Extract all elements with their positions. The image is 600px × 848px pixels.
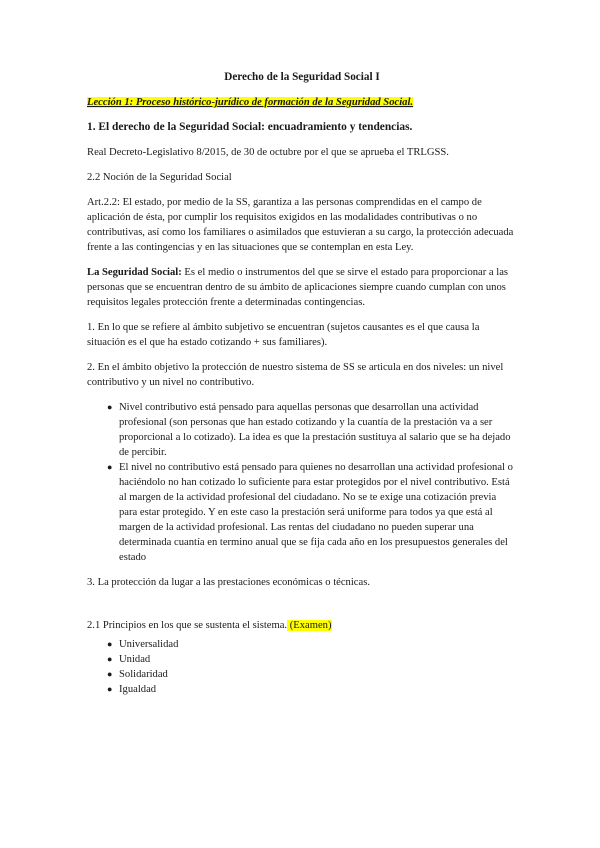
article-paragraph: Art.2.2: El estado, por medio de la SS, garantiza a las personas comprendidas en el campo de aplicación de ésta, por cumplir los requisitos exigidos en las modalidades contributivas o no contributivas, así como los familiares o asimilados que estuvieran a su cargo, la protección adecuada frente a las contingencias y en las situaciones que se contemplan en esta Ley. <box>87 197 514 253</box>
point-subjective: 1. En lo que se refiere al ámbito subjetivo se encuentran (sujetos causantes es el que causa la situación es el que ha estado cotizando + sus familiares). <box>87 322 480 348</box>
document-body <box>87 70 517 707</box>
bullet-icon: ● <box>107 654 113 664</box>
bullet-icon: ● <box>107 462 113 472</box>
decree-reference: Real Decreto-Legislativo 8/2015, de 30 de octubre por el que se aprueba el TRLGSS. <box>87 147 449 158</box>
definition-term: La Seguridad Social: <box>87 267 182 278</box>
point-objective: 2. En el ámbito objetivo la protección de nuestro sistema de SS se articula en dos niveles: un nivel contributivo y un nivel no contributivo. <box>87 362 504 388</box>
notion-heading: 2.2 Noción de la Seguridad Social <box>87 172 232 183</box>
principles-list <box>87 637 517 697</box>
principles-heading: 2.1 Principios en los que se sustenta el sistema. (Examen) <box>87 620 332 631</box>
section-heading: 1. El derecho de la Seguridad Social: encuadramiento y tendencias. <box>87 121 413 133</box>
document-title: Derecho de la Seguridad Social I <box>224 71 380 83</box>
list-item: ● El nivel no contributivo está pensado para quienes no desarrollan una actividad profesional o haciéndolo no han cotizado lo suficiente para estar protegidos por el nivel contributivo. Está al margen de la actividad profesional del ciudadano. No se te exige una cotización previa para estar protegido. Y en este caso la prestación será uniforme para todos ya que está al margen de la actividad profesional. Las rentas del ciudadano no pueden superar una determinada cuantía en termino anual que se fija cada año en los presupuestos generales del estado <box>107 462 513 563</box>
exam-tag: (Examen) <box>287 620 332 631</box>
lesson-heading <box>87 95 517 110</box>
list-item: ● Igualdad <box>107 684 157 695</box>
point-protection: 3. La protección da lugar a las prestaciones económicas o técnicas. <box>87 577 370 588</box>
bullet-icon: ● <box>107 669 113 679</box>
list-item: ● Solidaridad <box>107 669 168 680</box>
lesson-highlight: Lección 1: Proceso histórico-jurídico de formación de la Seguridad Social. <box>87 97 414 108</box>
bullet-icon: ● <box>107 402 113 412</box>
definition-paragraph <box>87 265 517 310</box>
list-item: ● Unidad <box>107 654 151 665</box>
list-item: ● Nivel contributivo está pensado para aquellas personas que desarrollan una actividad profesional (son personas que han estado cotizando y la cuantía de la prestación va a ser proporcional a lo cotizado). La idea es que la prestación sustituya al salario que se ha dejado de percibir. <box>107 402 511 458</box>
levels-list <box>87 400 517 565</box>
list-item: ● Universalidad <box>107 639 179 650</box>
bullet-icon: ● <box>107 684 113 694</box>
bullet-icon: ● <box>107 639 113 649</box>
definition-text: Es el medio o instrumentos del que se sirve el estado para proporcionar a las personas que se encuentran dentro de su ámbito de aplicaciones siempre cuando cumplan con unos requisitos legales protección frente a determinadas contingencias. <box>87 267 509 308</box>
